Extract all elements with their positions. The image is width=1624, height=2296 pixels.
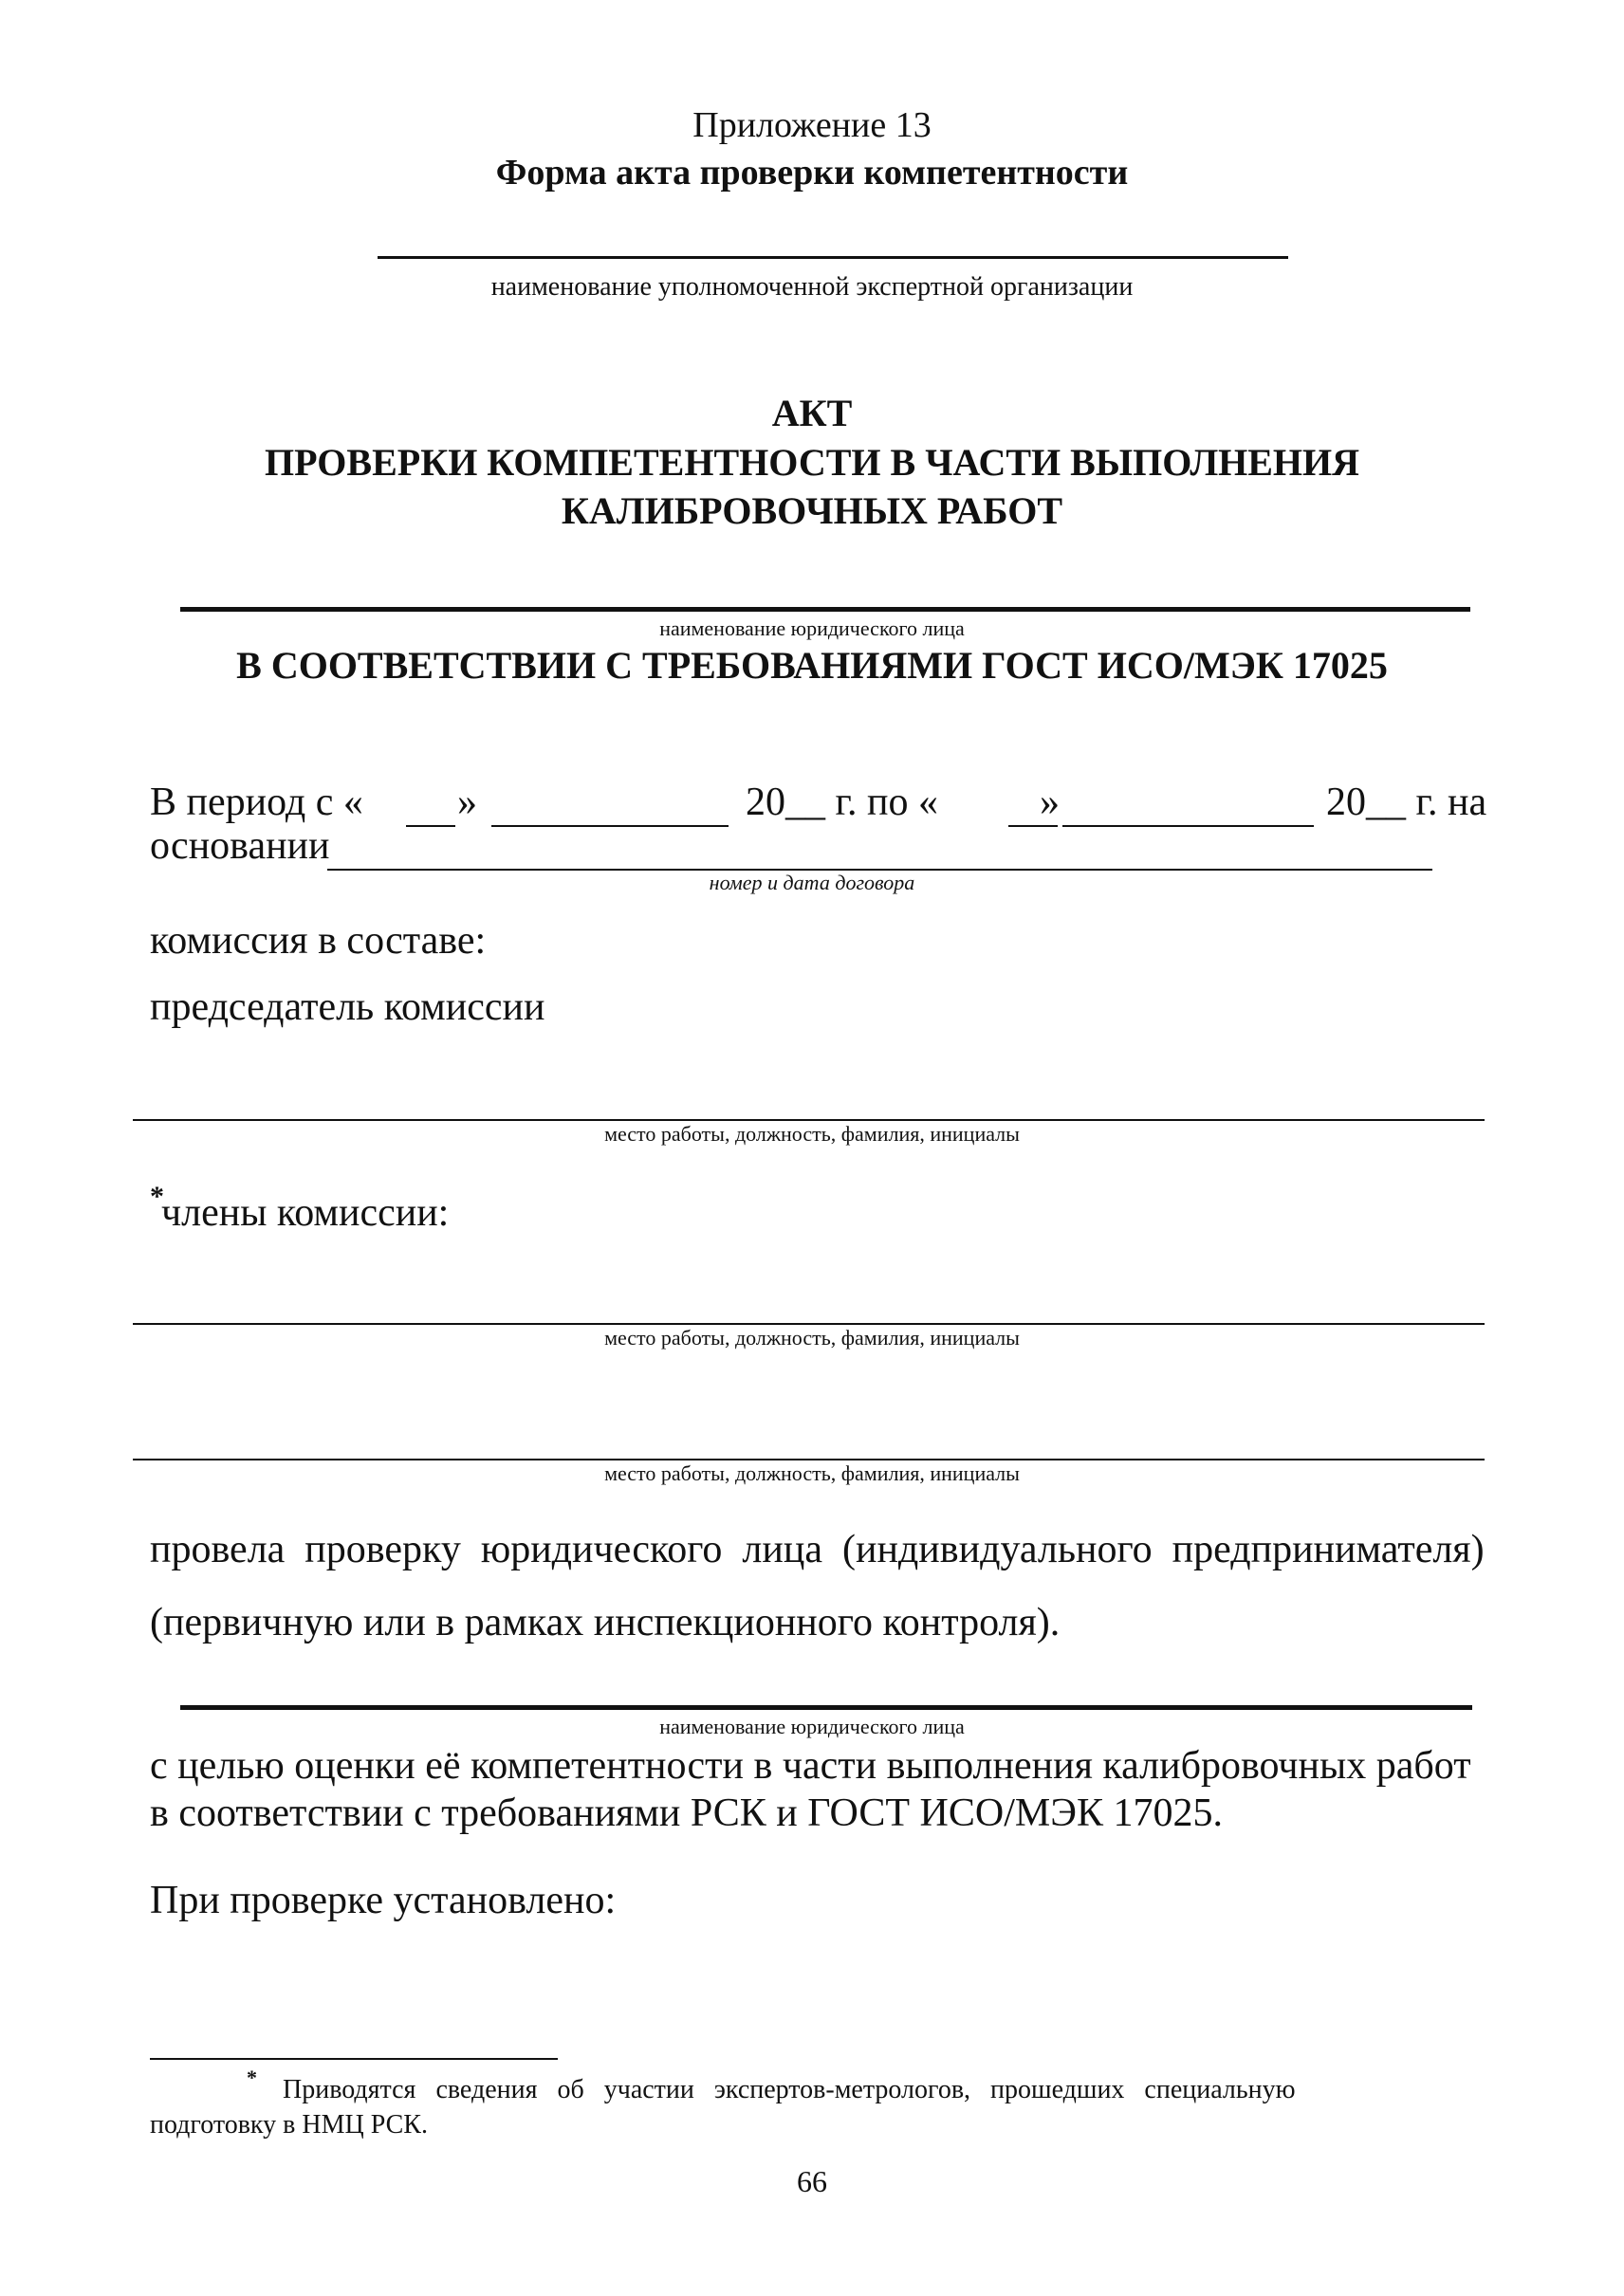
- footnote-separator: [150, 2058, 558, 2060]
- members-label: члены комиссии:: [161, 1191, 450, 1235]
- day-to-blank: [1008, 825, 1058, 827]
- day-from-blank: [406, 825, 455, 827]
- established-label: При проверке установлено:: [150, 1879, 617, 1922]
- member1-caption: место работы, должность, фамилия, инициалы: [604, 1326, 1020, 1350]
- check-line1: провела проверку юридического лица (индивидуального предпринимателя): [150, 1528, 1485, 1571]
- purpose-line2: в соответствии с требованиями РСК и ГОСТ ИСО/МЭК 17025.: [150, 1791, 1223, 1835]
- org-name-caption: наименование уполномоченной экспертной организации: [490, 272, 1134, 302]
- org-name-line: [378, 256, 1288, 259]
- legal-entity-line: [180, 607, 1470, 612]
- quote-close-2: »: [1040, 781, 1060, 824]
- year-to-label: 20__ г. на: [1326, 781, 1487, 824]
- act-title: АКТ: [771, 392, 853, 434]
- chairman-caption: место работы, должность, фамилия, инициалы: [604, 1122, 1020, 1146]
- form-title: Форма акта проверки компетентности: [495, 153, 1129, 193]
- contract-caption: номер и дата договора: [709, 871, 915, 894]
- month-to-blank: [1062, 825, 1314, 827]
- basis-label: основании: [150, 824, 330, 868]
- check-legal-line: [180, 1705, 1472, 1710]
- act-subtitle-line2: КАЛИБРОВОЧНЫХ РАБОТ: [561, 489, 1063, 532]
- appendix-label: Приложение 13: [692, 105, 932, 145]
- chairman-line: [133, 1119, 1485, 1121]
- year-from-label: 20__ г. по «: [746, 781, 938, 824]
- member1-line: [133, 1323, 1485, 1325]
- legal-entity-caption: наименование юридического лица: [659, 616, 965, 640]
- month-from-blank: [491, 825, 729, 827]
- footnote-mark: *: [247, 2066, 257, 2089]
- member2-caption: место работы, должность, фамилия, инициалы: [604, 1461, 1020, 1485]
- period-from-label: В период с «: [150, 781, 363, 824]
- page-number: 66: [797, 2164, 827, 2198]
- chairman-label: председатель комиссии: [150, 985, 545, 1029]
- check-legal-caption: наименование юридического лица: [659, 1715, 965, 1738]
- compliance-heading: В СООТВЕТСТВИИ С ТРЕБОВАНИЯМИ ГОСТ ИСО/МЭК 17025: [236, 644, 1388, 687]
- purpose-line1: с целью оценки её компетентности в части выполнения калибровочных работ: [150, 1744, 1471, 1788]
- members-footnote-mark: *: [150, 1181, 164, 1212]
- footnote-text-line2: подготовку в НМЦ РСК.: [150, 2110, 428, 2140]
- check-line2: (первичную или в рамках инспекционного контроля).: [150, 1601, 1061, 1644]
- quote-close-1: »: [457, 781, 477, 824]
- commission-composition: комиссия в составе:: [150, 919, 487, 963]
- act-subtitle-line1: ПРОВЕРКИ КОМПЕТЕНТНОСТИ В ЧАСТИ ВЫПОЛНЕНИЯ: [264, 441, 1360, 484]
- footnote-text-line1: Приводятся сведения об участии экспертов-метрологов, прошедших специальную: [283, 2075, 1296, 2104]
- member2-line: [133, 1459, 1485, 1460]
